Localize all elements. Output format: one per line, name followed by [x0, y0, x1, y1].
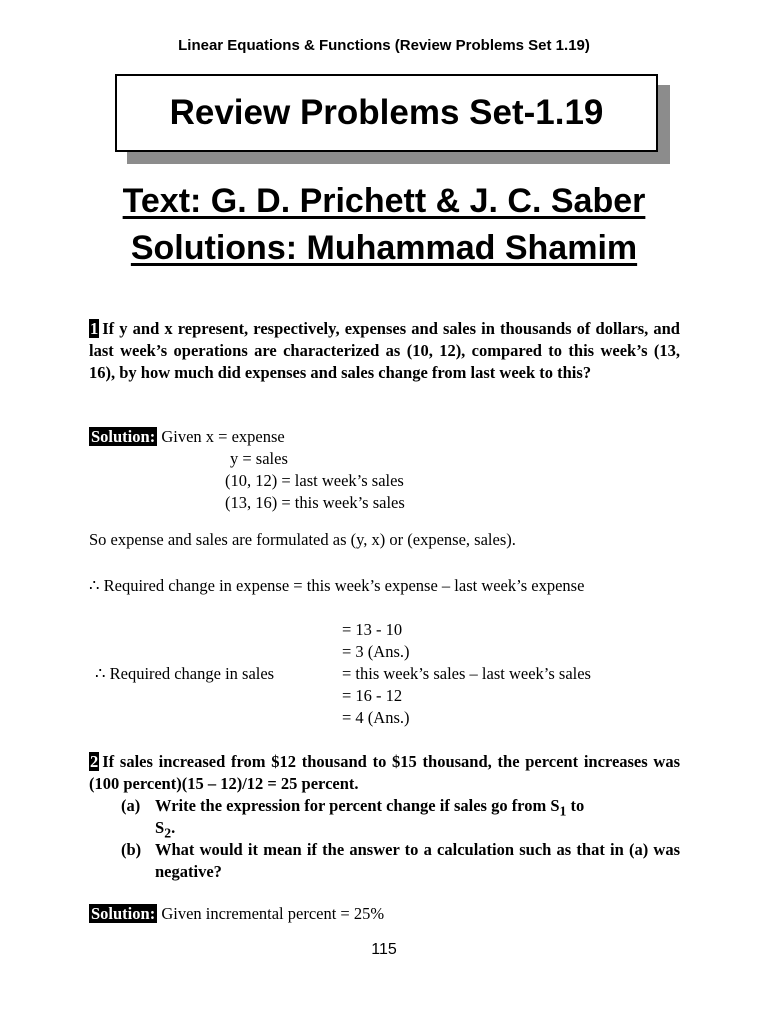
part-a-text-2: to — [566, 796, 585, 815]
text-credit: Text: G. D. Prichett & J. C. Saber — [122, 182, 646, 220]
part-b-label: (b) — [121, 840, 142, 859]
solution-label-2: Solution: — [91, 904, 156, 923]
calc-expense-1: = 13 - 10 — [342, 620, 403, 639]
problem-1-number: 1 — [90, 319, 99, 338]
solution-label: Solution: — [91, 427, 156, 446]
solutions-credit: Solutions: Muhammad Shamim — [130, 229, 638, 267]
given-last-week: (10, 12) = last week’s sales — [225, 471, 404, 490]
page-number: 115 — [371, 941, 397, 958]
calc-expense-2: = 3 (Ans.) — [342, 642, 410, 661]
given-sales: y = sales — [230, 449, 288, 468]
change-sales-expression: = this week’s sales – last week’s sales — [342, 664, 591, 683]
part-a-text-4: . — [171, 818, 176, 837]
calc-sales-1: = 16 - 12 — [342, 686, 403, 705]
part-a-label: (a) — [121, 796, 141, 815]
problem-2-solution-given — [89, 903, 384, 925]
part-a-text-1: Write the expression for percent change if sales go from S — [155, 796, 560, 815]
formulated-statement: So expense and sales are formulated as (y, x) or (expense, sales). — [89, 530, 516, 549]
change-expense-statement: ∴ Required change in expense = this week’s expense – last week’s expense — [89, 576, 585, 595]
page-title: Review Problems Set-1.19 — [169, 93, 604, 132]
part-a-subscript-1: 1 — [559, 803, 567, 819]
calc-sales-2: = 4 (Ans.) — [342, 708, 410, 727]
problem-2-number: 2 — [90, 752, 99, 771]
problem-1-solution-given — [89, 426, 285, 448]
title-box — [115, 74, 658, 152]
given-this-week: (13, 16) = this week’s sales — [225, 493, 405, 512]
part-a-text-3: S — [155, 818, 165, 837]
part-a-line-1 — [155, 795, 584, 822]
given-incremental-percent: Given incremental percent = 25% — [161, 904, 385, 923]
running-header: Linear Equations & Functions (Review Problems Set 1.19) — [178, 37, 590, 54]
problem-1-question — [89, 318, 680, 384]
change-sales-label: ∴ Required change in sales — [95, 664, 275, 683]
problem-2-question-text: If sales increased from $12 thousand to $15 thousand, the percent increases was (100 percent)(15 – 12)/12 = 25 percent. — [89, 752, 680, 793]
part-b-text: What would it mean if the answer to a calculation such as that in (a) was negative? — [155, 840, 680, 881]
given-expense: Given x = expense — [161, 427, 285, 446]
problem-1-question-text: If y and x represent, respectively, expenses and sales in thousands of dollars, and last week’s operations are characterized as (10, 12), compared to this week’s (13, 16), by how much did expenses and sales change from last week to this? — [89, 319, 680, 382]
problem-2-question — [89, 751, 680, 795]
part-a-subscript-2: 2 — [164, 825, 172, 841]
